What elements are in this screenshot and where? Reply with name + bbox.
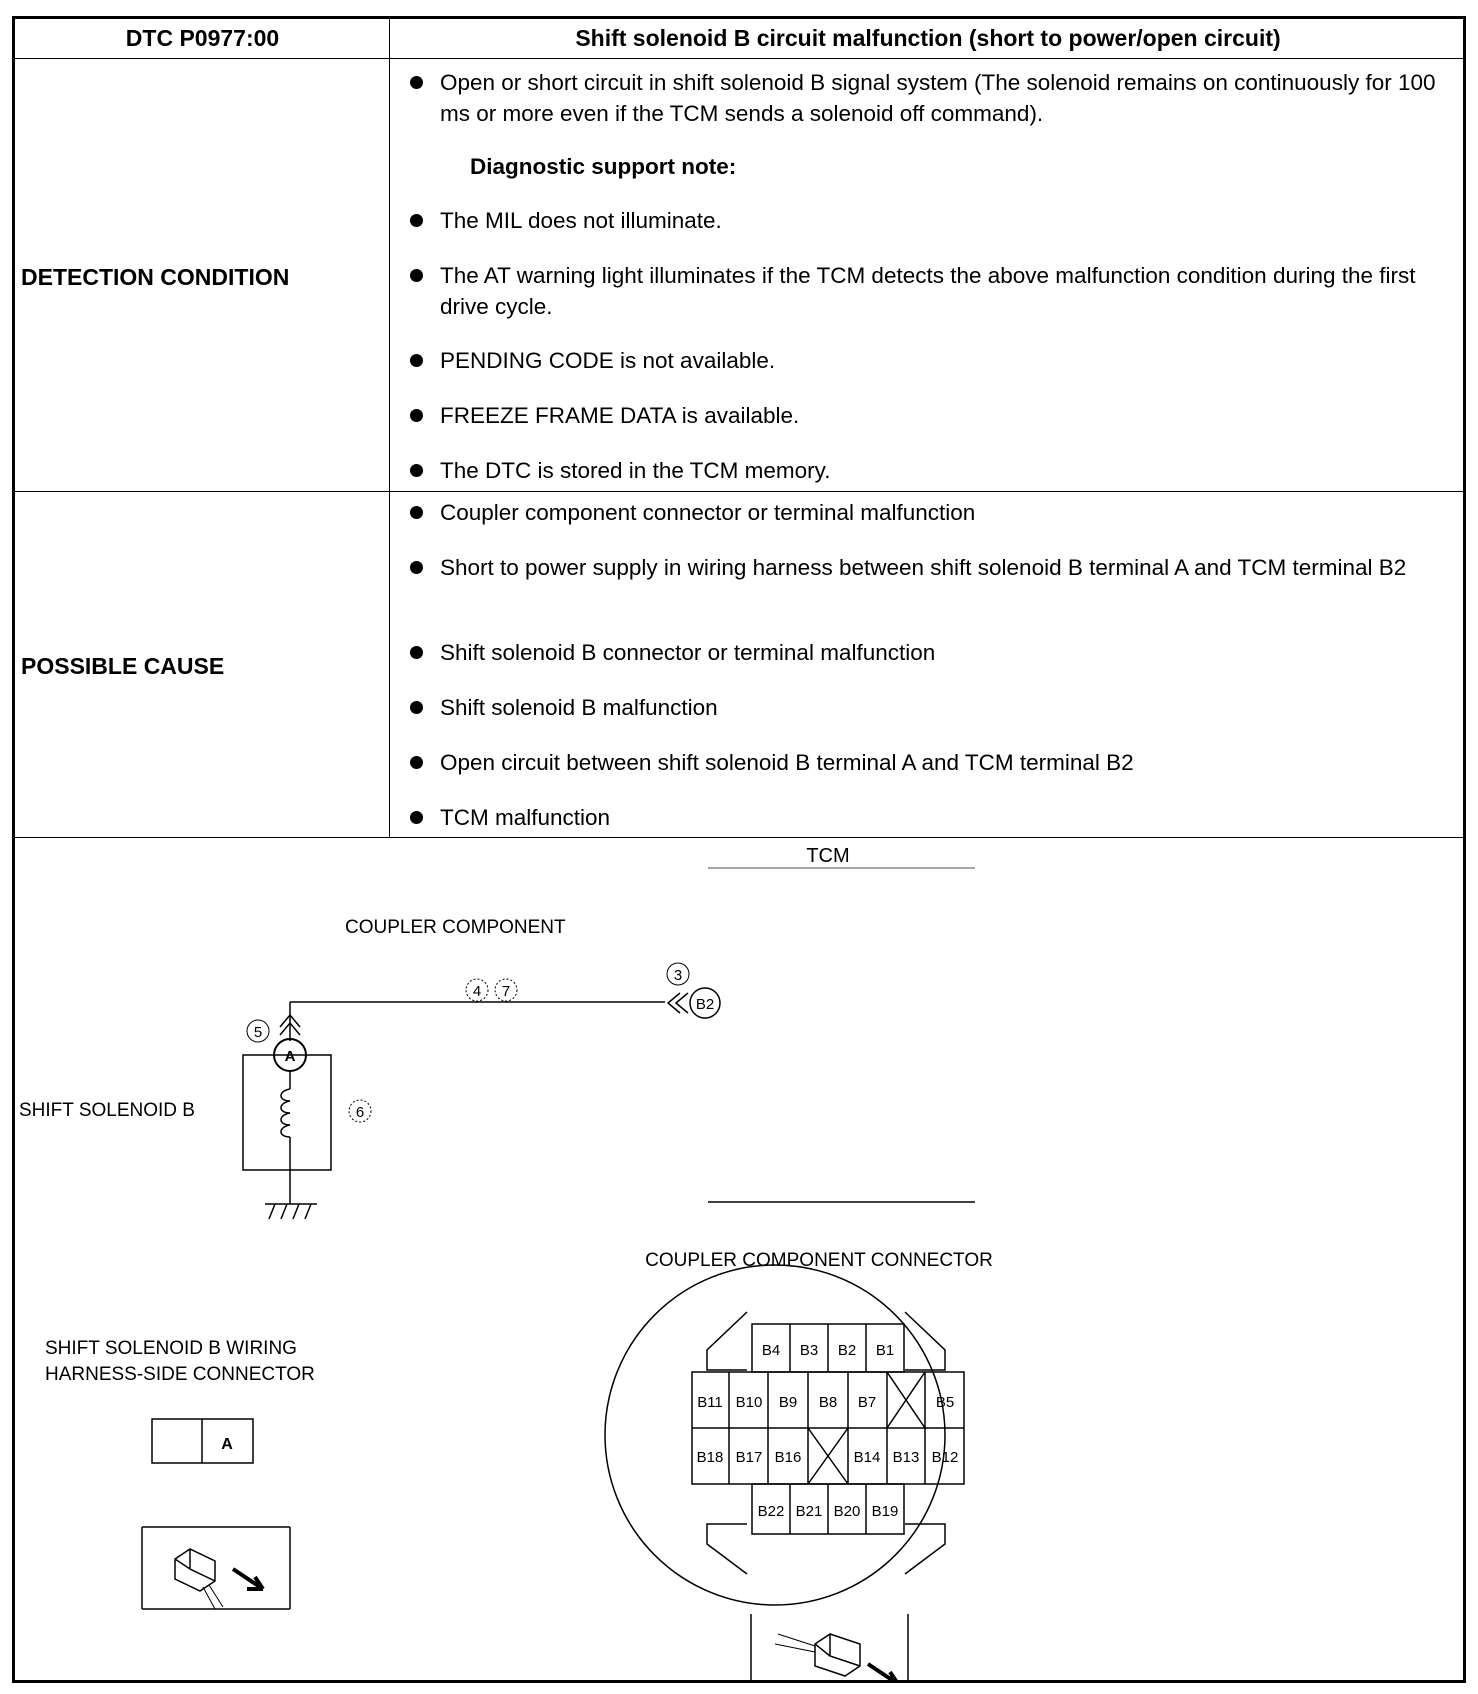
cause-item: Short to power supply in wiring harness between shift solenoid B terminal A and TCM terminal B2 (440, 552, 1450, 583)
cause-item: Open circuit between shift solenoid B terminal A and TCM terminal B2 (440, 747, 1450, 778)
cause-item: TCM malfunction (440, 802, 1450, 833)
tcm-connector-chevron (676, 993, 688, 1013)
pin-label: B2 (837, 1342, 857, 1359)
ground-symbol (281, 1204, 287, 1219)
diagnostic-note-title: Diagnostic support note: (470, 154, 737, 179)
pin-label: B21 (795, 1503, 823, 1520)
arrow-icon (868, 1664, 898, 1680)
pin-label: B5 (935, 1394, 955, 1411)
harness-connector-pin-a: A (221, 1436, 233, 1453)
pin-label: B16 (774, 1449, 802, 1466)
pin-label: B8 (818, 1394, 838, 1411)
detection-item: The DTC is stored in the TCM memory. (440, 455, 1450, 486)
cause-item: Shift solenoid B malfunction (440, 692, 1450, 723)
detection-item: The MIL does not illuminate. (440, 205, 1450, 236)
cause-item: Shift solenoid B connector or terminal malfunction (440, 637, 1450, 668)
connector-wires (203, 1585, 223, 1609)
cause-item: Coupler component connector or terminal malfunction (440, 497, 1450, 528)
coupler-component-label: COUPLER COMPONENT (345, 917, 566, 938)
connector-3d-icon (175, 1549, 215, 1591)
ground-symbol (293, 1204, 299, 1219)
pin-label: B7 (857, 1394, 877, 1411)
coupler-corner (905, 1524, 945, 1574)
pin-label: B10 (735, 1394, 763, 1411)
coupler-corner (707, 1312, 747, 1370)
dtc-code: DTC P0977:00 (125, 25, 280, 51)
pin-label: B3 (799, 1342, 819, 1359)
pin-label: B9 (778, 1394, 798, 1411)
dtc-sheet (12, 16, 1466, 1683)
pin-label: B18 (696, 1449, 724, 1466)
wiring-diagram (15, 19, 1463, 1680)
dtc-title: Shift solenoid B circuit malfunction (short to power/open circuit) (575, 25, 1281, 51)
pin-label: B13 (892, 1449, 920, 1466)
coupler-connector-label: COUPLER COMPONENT CONNECTOR (645, 1250, 993, 1271)
pin-label: B11 (697, 1394, 723, 1411)
detection-item: The AT warning light illuminates if the TCM detects the above malfunction condition during the first drive cycle. (440, 260, 1450, 322)
pin-label: B4 (761, 1342, 781, 1359)
coupler-corner (905, 1312, 945, 1370)
coupler-connector-outline (605, 1265, 945, 1605)
terminal-b2-label: B2 (695, 996, 715, 1013)
pin-label: B22 (757, 1503, 785, 1520)
ground-symbol (305, 1204, 311, 1219)
arrow-icon (233, 1569, 263, 1589)
detection-item: PENDING CODE is not available. (440, 345, 1450, 376)
detection-item: Open or short circuit in shift solenoid B signal system (The solenoid remains on continuously for 100 ms or more even if the TCM sends a solenoid off command). (440, 67, 1450, 129)
pin-label: B14 (853, 1449, 881, 1466)
terminal-a-label: A (284, 1048, 296, 1065)
pin-label: B12 (931, 1449, 959, 1466)
coupler-corner (707, 1524, 747, 1574)
connector-wires (775, 1634, 815, 1652)
marker-7-label: 7 (501, 983, 511, 1000)
marker-4-label: 4 (472, 983, 482, 1000)
pin-label: B1 (875, 1342, 895, 1359)
shift-solenoid-label: SHIFT SOLENOID B (19, 1100, 195, 1121)
pin-label: B20 (833, 1503, 861, 1520)
harness-connector-label-2: HARNESS-SIDE CONNECTOR (45, 1364, 315, 1385)
marker-5-label: 5 (253, 1024, 263, 1041)
ground-symbol (269, 1204, 275, 1219)
detection-item: FREEZE FRAME DATA is available. (440, 400, 1450, 431)
possible-cause-label: POSSIBLE CAUSE (21, 653, 225, 679)
tcm-label: TCM (806, 845, 850, 867)
connector-3d-icon (815, 1634, 860, 1676)
marker-3-label: 3 (673, 967, 683, 984)
marker-6-label: 6 (355, 1104, 365, 1121)
pin-label: B17 (735, 1449, 763, 1466)
solenoid-coil (281, 1089, 290, 1137)
detection-condition-label: DETECTION CONDITION (21, 264, 290, 290)
tcm-connector-chevron (668, 993, 680, 1013)
pin-label: B19 (871, 1503, 899, 1520)
harness-connector-label-1: SHIFT SOLENOID B WIRING (45, 1338, 297, 1359)
